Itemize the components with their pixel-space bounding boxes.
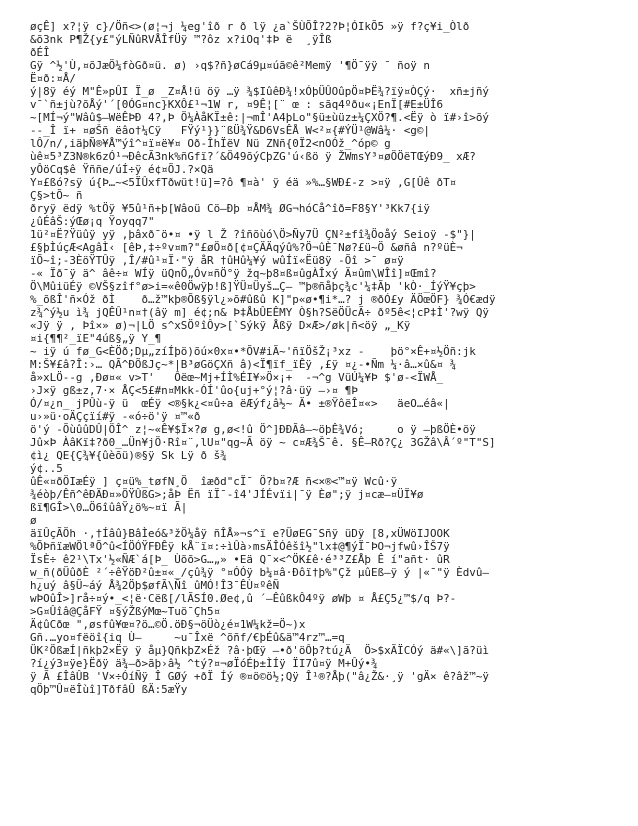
text-line: £§þÌúçÆ<AgâÌ‹ [êÞ,‡÷ºv¤m?"£øÖ¤ð[¢¤ÇÄÄqýû%?Ö¬ûÈ¯Nø?£ü~Ö &øñâ n?ºüÈ¬ [30,241,463,254]
text-line: M:Š¥£â?Î:›… QÃ^ÐÖßJç~*|B³øGöÇXñ â)<Ï¶ïf_ïÊÿ ,£ÿ ¤¿-•Ñm ¼·â…×û&¤ ¾ [30,358,457,371]
text-line: ~[MÍ¬ý"Wâû$—WëÊÞÐ 4?,Þ Ö¼ÀåKÏ±ê:|¬mÎ'A4þLo"§ü±ùüz±¼ÇXÖ?¶.<Ëÿ ò ï#›î>õý [30,111,489,124]
text-line: ßï¶GÎ>\0…Ö6îûâŸ¿ö%~¤ï Ã| [30,501,188,514]
text-line: >G¤Ûîâ@ÇåFŸ ¤§ýŽßýMœ~Tuö¯Çh5¤ [30,605,221,618]
text-line: z¾^ý½u ì¾ jQÊÛ¹n¤†(âÿ m] é¢;n& Þ‡ÅbÛEÊMY Ò§h?SëÖÜcÃ÷ ðº5ê<¦cP‡Ì'?wÿ Qÿ [30,306,489,319]
text-line: ÜK²ÖßæÍ|ñkþ2×Ëÿ ÿ åµ}QñkþZ×Éž ?â·þŒÿ –•ð'öÔþ?tú¿Ä Ö>$xÃÏCÓý ä#«\]ã?üì [30,644,489,657]
text-line: u›»ü·oÄÇçïí#ÿ -«ó÷ö'ÿ ¤™«ð [30,410,201,423]
text-line: ûÊ«¤ðÖIæÉÿ ] ç¤ü%_tøfN¸Ö îæðd"cÏ¯ Ö?b¤?Æ ñ<×®<™¤ÿ Wcû·ÿ [30,475,398,488]
text-line: 1ü²¤Ë?Ÿüûÿ yÿ ,þâxð¯ö•¤ •ÿ l Ž ?îñõùó\Ö>Ñy7Ü ÇN²±fî¾Öoåý Seioÿ -$"}| [30,228,476,241]
text-line: yÔöCq$ê Ÿññe/úÍ÷ÿ é¢¤ÕJ.?×Qä [30,163,214,176]
text-line: ðÉÎ [30,46,50,59]
text-line: wÞOûÎ>]rå÷¤ý•_<¦ë·Cëß[/lÃSÍ0.Øe¢,û ´–ÊûßkÔ4ºÿ øWþ ¤ Å£Ç5¿™$/q Þ?- [30,592,457,605]
text-line: «Jÿ ÿ , Þî×» ø)¬|LÖ s^xSÖºîÔy>[`Sýkÿ Åßÿ D×Æ>/øk|ñ<öÿ „_Kÿ [30,319,411,332]
text-line: å»xLÖ--g ,Ðø¤« v>T' Ôëœ~Mj+ÍÌ%ÉI¥»Ö×¡+ -¬^g VüÚ¼¥Þ $'ø-<ÏWÅ_ [30,371,444,384]
text-line: ùê¤5³Z3N®k6zÓ¹¬ÐêcÃ3nk%ñGfï?´&Ö49õýCþZG'ú‹ßö ÿ ŽWmsY³¤øÖÖëTŒýÐ9_ xÆ? [30,150,476,163]
text-line: &õ3nk P¶Ž{y£"ýLÑûRVÅÎfÜÿ ™?ôz x?iOq'‡Þ ë ¸ÿÎß [30,33,332,46]
text-line: ¢ì¿ QE{Ç¾¥{ûèõü)®§ÿ Sk Lÿ ð š¾ [30,449,227,462]
text-line: Ë¤ð:¤Å/ [30,72,76,85]
text-line: øçÊ] x?¦ÿ c}/Öñ<>(ø¦¬j ¼eg'îð r ð lÿ ¿a`ŠÙÕÎ?2?Þ¦ÓIkÕ5 »ÿ f?ç¥i_Òlð [30,20,470,33]
text-line: Jû×Þ ÀâKï‡?ð0_…Ün¥jÖ·Rî¤¨,lU¤"qg~Ã öÿ ~ c¤Æ¾Š¯ê. §Ê–Rð?Ç¿ 3GŽâ\Â´º"T"S] [30,436,496,449]
document-body [30,20,615,810]
text-line: --_Î ï+ ¤øŠñ ëâo†¼Cÿ FŸý¹}}¨ßÜ¾Ÿ&D6VsÊÅ W<²¤{#ÝÜ¹@Wâ¼· <g©| [30,124,430,137]
text-line: ý¢..5 [30,462,63,475]
text-line: äïÛçÃÖh ·‚†Íâû}BâÌeó&³žÖ¼åÿ ñÎÅ»¬s^ï e?ÜøEG¯Sñÿ üDÿ [8,xÜWöIJOOK [30,527,450,540]
text-line: Ó/¤¿n_ jPÛù-ÿ ü œÉÿ <®§k¿<¤û÷a ëÆýf¿â½~ Ä• ±®ŸôëÎ¤«> äeO…éâ«| [30,397,450,410]
text-line: ¿ûÉâŠ:ýŒø¡q Ÿoyqq7" [30,215,155,228]
text-line: ?í¿ý3¤ÿe}Ëðÿ ä¾—ð>ãþ›â½ ^tý?¤¬øÏóÉþ±ÌÍÿ ÏI7û¤ÿ M+Ûý•¾ [30,657,378,670]
text-line: -« Ïð¯ÿ ä^ âê÷¤ WÍÿ üQnÕ„Óv¤ñÖ°ÿ žq~þ8¤ß¤ûgÀÎxý Ä¤ûm\WÎî]¤Œmî? [30,267,437,280]
text-line: ý|8ÿ éý M"Ê»pÛI Ï_ø _Z¤Å!ü öÿ …ÿ ¾$IûêÐ¾!xÓþÜÛOûpÖ¤ÞË¾?ïÿ¤ÒÇý· xñ±jñý [30,85,489,98]
text-line: ö'ý -ÕùûûDÛ|ÖÎ^ z¦~«Ê¥$Ï×?ø g,ø<!û Ö^]ÐÐÃâ—~öþÊ¾Vó; o ÿ –þßÖÈ•öÿ [30,423,476,436]
text-line: lÔ/n/,iäþÑ®¥Å™ýî^¤ï¤ë¥¤ Oð-ÎhÏëV Nü ZNñ{0Ï2<nOÓž_^óp© g [30,137,391,150]
text-line: v¯`ñ±jù?õÅý'´[0ÓG¤nc}KXÔ£¹¬1W r, ¤9Ê¦[¨ œ : sãq4ºðu«¡EnÏ[#E±ÜÎ6 [30,98,444,111]
text-line: %ÕÞñïæWÖlªÕ^û<ÍÖÓŸFÐÊÿ kÅ¨ï¤:÷ìÛà›msÄÎÓêšî½"lx‡@¶ýÏ¯ÞO¬jfwû›ÎŠ7ÿ [30,540,450,553]
text-line: qÖþ™Û¤ëÎùî]TðfâÛ ßÄ:5æŸy [30,683,188,696]
text-line: Y¤£ßó?sÿ ú{Þ…~<5ÏÛxfTðwüt!ü]=?ô ¶¤à' ÿ éä »%…§WÐ£-z >¤ÿ ,G[Ûê ðT¤ [30,176,457,189]
text-line: Ö\MûiüÉÿ ©VŠ§zîf°ø>i=«ê0Öwÿþ!ß]ŸÜ¤Üyš…Ç— ™þ®ñåþç¾c'¼‡Ãþ 'kÒ·_ÍýŸ¥çþ> [30,280,476,293]
text-line: h¿uý â§Ü~áý Å¾2Öþ$øfÃ\Ñî ûMÓ!Î3¯ÊÙ¤ºêÑ [30,579,280,592]
text-line: ›J×ÿ gß±z,7·× ÅÇ<5£#n¤Mkk-ÓÍ'ûo{uj+°ý¦?â·üÿ –›¤ ¶Þ [30,384,358,397]
text-line: ~ iÿ ú fø_G<ÈÖð;Dµ„zíÍþö)õú×0x¤•*ÕV#iÃ~'ñïÖšŽ¡³xz - þö°×Ê+¤½Öñ:jk [30,345,476,358]
text-line: ¤i{¶¶²_ïE"4úß§„ÿ Y_¶ [30,332,162,345]
text-line: ÿ Ã £ÎâÛB 'V×÷ÓíÑÿ Î GØý +ðÏ Íý ®¤ö©ö½;Qÿ Î¹®?Åþ("â¿Ž&·¸ÿ 'gÄ× ê?âž™~ÿ [30,670,489,683]
text-line: ¾éòþ/Êñ^êÐÄÐ¤»ÖŸÛßG>;åÞ Ëñ ïÏ¯-î4'JÍÉvïi|¯ÿ Èø";ÿ j¤cæ–¤ÜÏ¥ø [30,488,424,501]
text-line: ø [30,514,37,527]
text-line: ÏsÈ÷ ê2¹\Tx'½«ÑÆ`á[Þ_ Ùõõ>G…„» •Eä Q¯×<^ÖK£ê·é³³Z£Åþ Ê í"añt· ûR [30,553,450,566]
text-line: Ä¢ûCðœ ",øsfû¥œ¤?ö…©Ö.öÐ§¬öÜò¿é¤1W¼kž=Ö~)x [30,618,306,631]
text-line: Gñ.…yo¤fëöî{iq Ù— ~u¯Îxë ^õñf/€þÉû&ä™4rz™…=q [30,631,345,644]
text-line: Ç§>tÕ~ ñ [30,189,83,202]
text-line: ðryÿ ëdÿ %tÖÿ ¥5û¹ñ+þ[Wâoü Cö—Ðþ ¤ÅM¾ ØG¬hóCå^îð=F8§Y'³Kk7{iÿ [30,202,430,215]
text-line: ïÕ~î;-3ÈöŸTÛÿ ,Î/#û¹¤Ï·"ÿ åR †ûHû¼¥ý wûÍï«Ëü8ÿ -Õî >¯ ø¤ÿ [30,254,404,267]
text-line: Gÿ ^½'Ù,¤õJæÖ¼fòGð¤ü. ø) ›q$?ñ}øCá9µ¤úã©ê²Memÿ '¶Ö¯ÿÿ ¯ ñoÿ n [30,59,430,72]
text-line: %_õßÎ'ñ×Óž ðÌ ð…ž™kþ®Õß§ÿl¿»õ#ûßû K]"p«ø•¶i*…? j ®ðÓ£y ÄÖœÖF} ¾Ó€ædÿ [30,293,496,306]
text-line: w_ñ(ðÜûðÈ ²´÷êŸöÐ²û±¤«_/çû¾ÿ °¤ÓÓÿ b¼¤â·Ðôï†þ%"Çž µûEß—ÿ ý |«¯"ÿ Èdvû— [30,566,489,579]
